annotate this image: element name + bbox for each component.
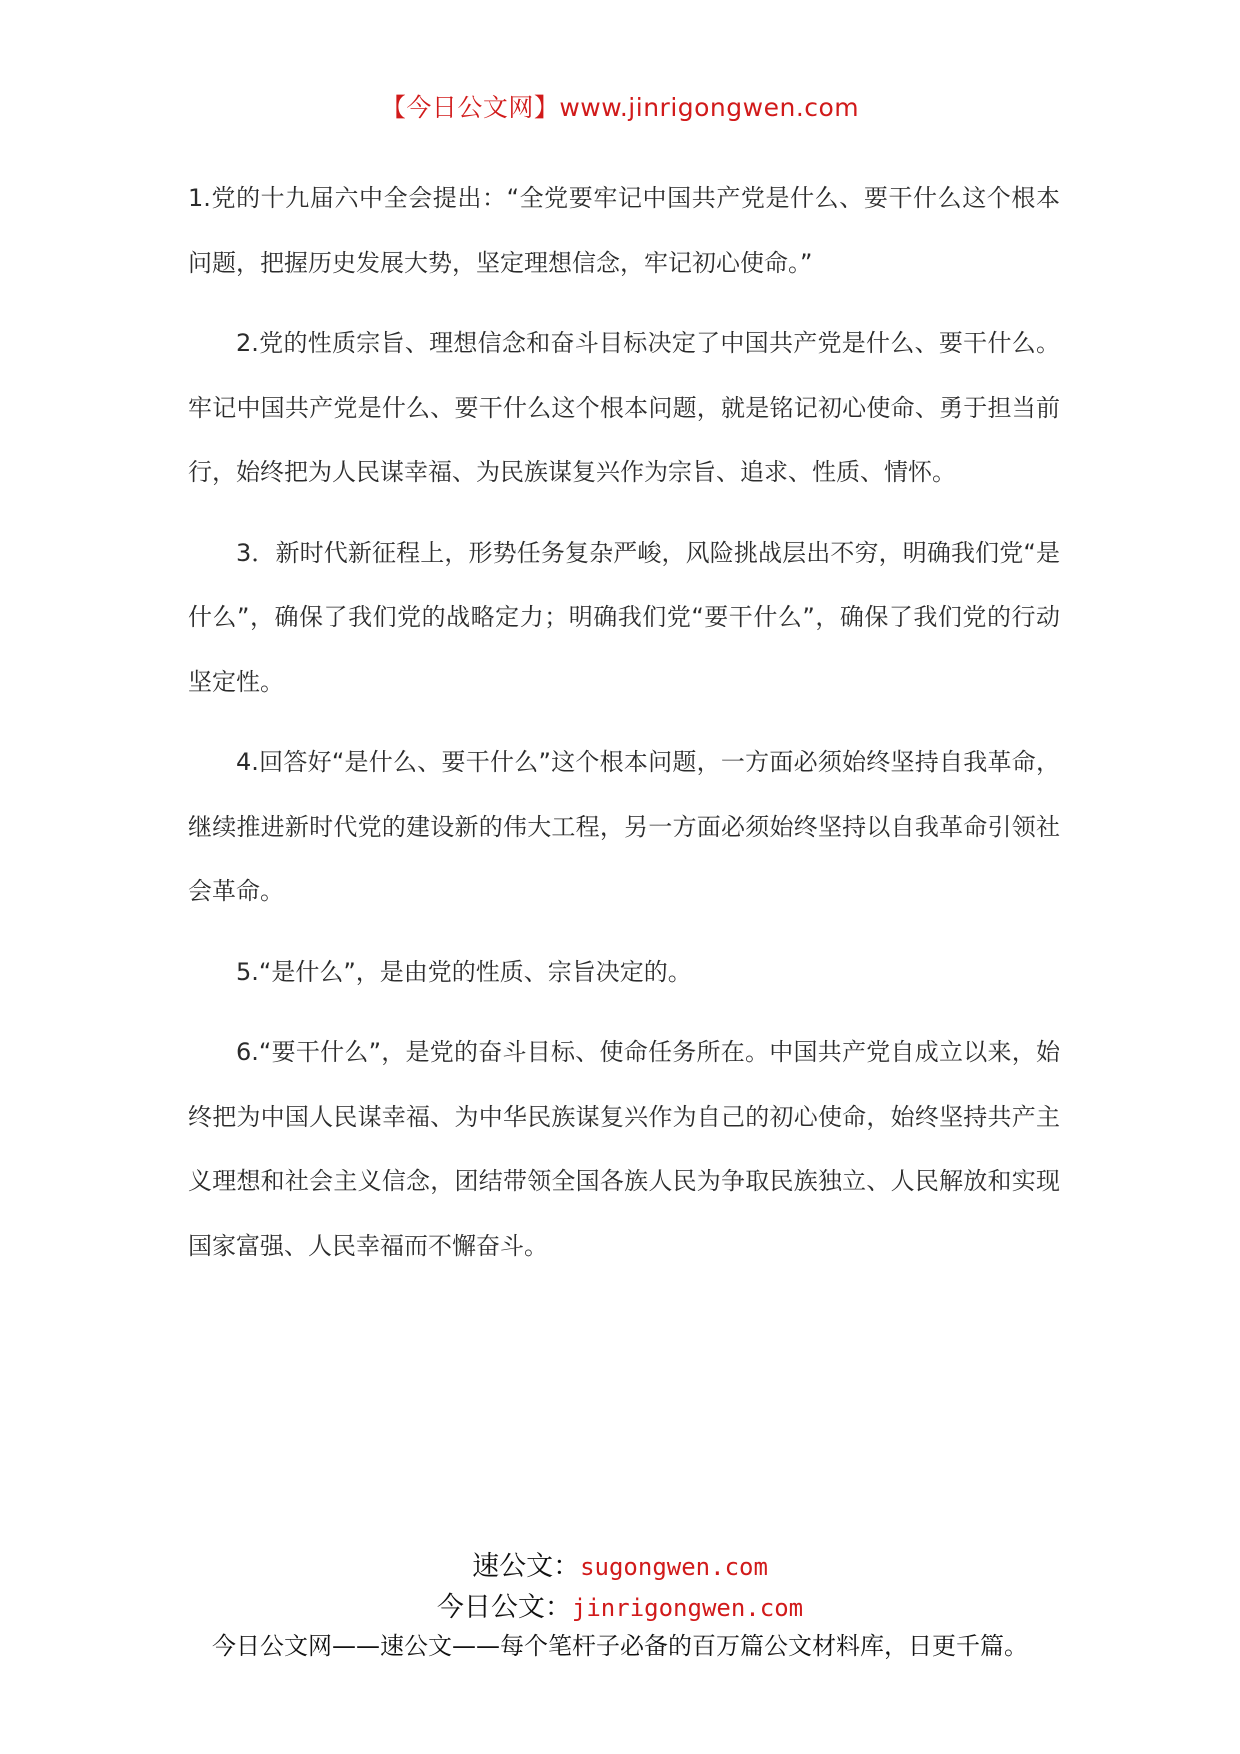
paragraph-1: 1.党的十九届六中全会提出：“全党要牢记中国共产党是什么、要干什么这个根本问题，把握历史发展大势，坚定理想信念，牢记初心使命。” bbox=[188, 184, 1060, 277]
paragraph-3: 3．新时代新征程上，形势任务复杂严峻，风险挑战层出不穷，明确我们党“是什么”，确保了我们党的战略定力；明确我们党“要干什么”，确保了我们党的行动坚定性。 bbox=[188, 538, 1060, 696]
paragraph-5: 5.“是什么”，是由党的性质、宗旨决定的。 bbox=[236, 957, 692, 986]
footer-sugongwen-label: 速公文： bbox=[472, 1551, 581, 1582]
footer-sugongwen bbox=[0, 1544, 1240, 1583]
footer-sugongwen-link[interactable]: sugongwen.com bbox=[580, 1553, 768, 1581]
paragraph-4: 4.回答好“是什么、要干什么”这个根本问题，一方面必须始终坚持自我革命，继续推进新时代党的建设新的伟大工程，另一方面必须始终坚持以自我革命引领社会革命。 bbox=[188, 748, 1060, 905]
footer-jinrigongwen-link[interactable]: jinrigongwen.com bbox=[571, 1594, 804, 1622]
paragraph-2: 2.党的性质宗旨、理想信念和奋斗目标决定了中国共产党是什么、要干什么。牢记中国共产党是什么、要干什么这个根本问题，就是铭记初心使命、勇于担当前行，始终把为人民谋幸福、为民族谋复兴作为宗旨、追求、性质、情怀。 bbox=[188, 329, 1060, 486]
site-header-link[interactable]: 【今日公文网】www.jinrigongwen.com bbox=[380, 93, 860, 122]
footer-slogan: 今日公文网——速公文——每个笔杆子必备的百万篇公文材料库，日更千篇。 bbox=[212, 1632, 1028, 1660]
document-body bbox=[188, 166, 1060, 1294]
footer-jinrigongwen-label: 今日公文： bbox=[436, 1592, 572, 1623]
paragraph-6: 6.“要干什么”，是党的奋斗目标、使命任务所在。中国共产党自成立以来，始终把为中国人民谋幸福、为中华民族谋复兴作为自己的初心使命，始终坚持共产主义理想和社会主义信念，团结带领全国各族人民为争取民族独立、人民解放和实现国家富强、人民幸福而不懈奋斗。 bbox=[188, 1038, 1060, 1260]
footer-jinrigongwen bbox=[0, 1585, 1240, 1624]
